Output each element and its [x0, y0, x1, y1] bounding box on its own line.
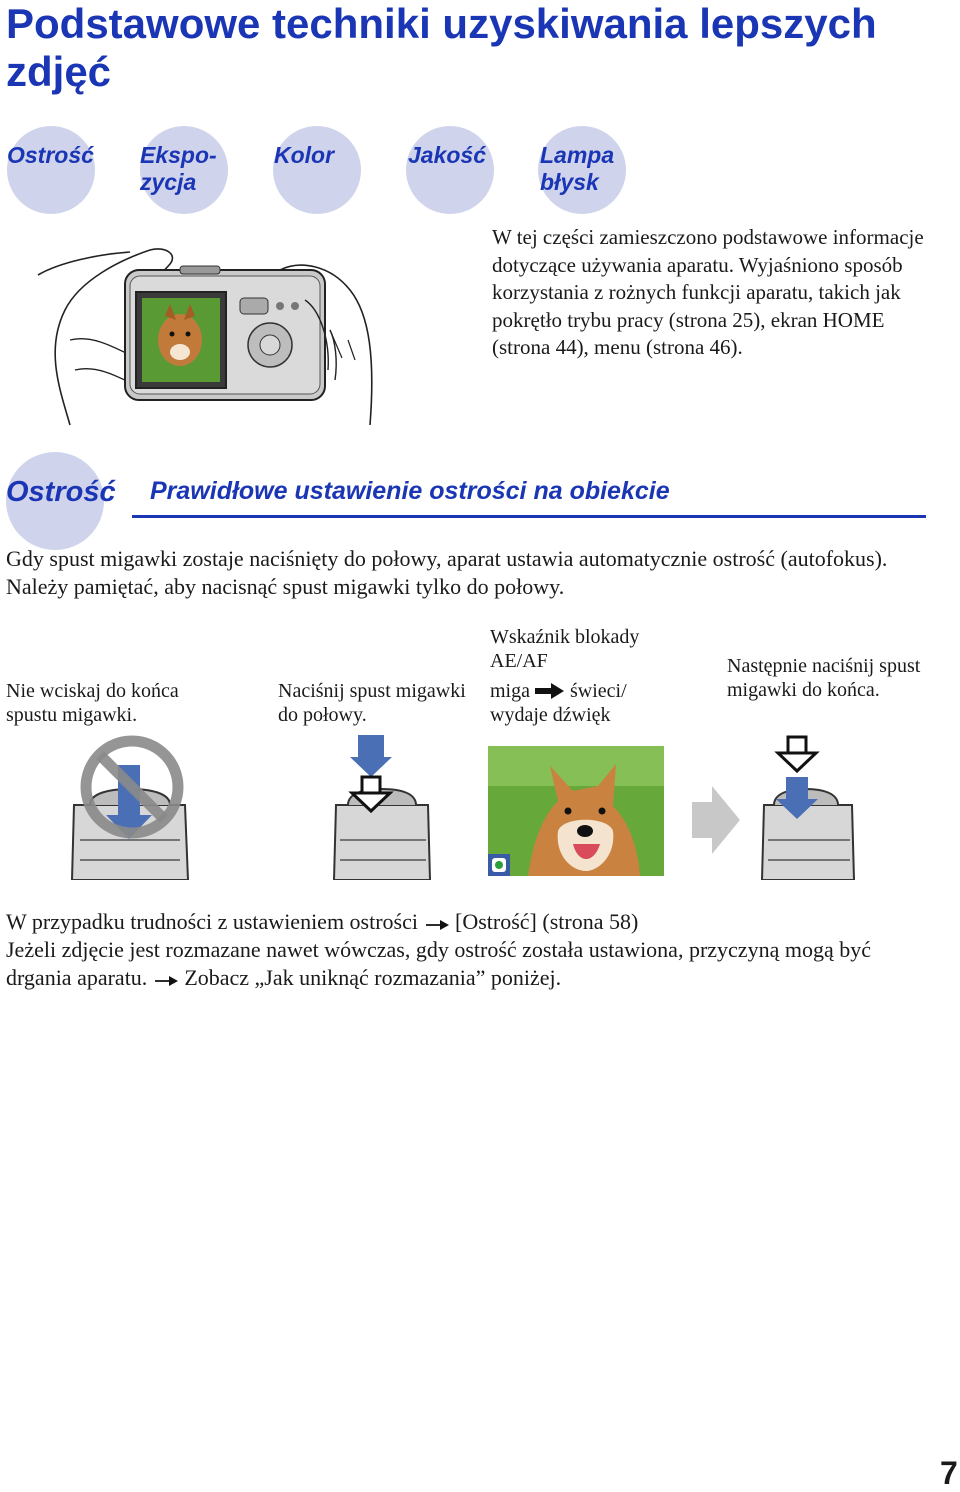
note-line1-text: W przypadku trudności z ustawieniem ostrości — [6, 909, 418, 934]
note-line2-link[interactable]: Zobacz „Jak uniknąć rozmazania” poniżej. — [184, 964, 562, 990]
arrow-right-icon — [153, 974, 179, 988]
next-step-arrow-icon — [692, 786, 740, 854]
section-rule — [132, 515, 926, 518]
tab-quality[interactable]: Jakość — [408, 142, 487, 168]
no-full-press-illustration — [70, 735, 195, 880]
step-indicator-sound: wydaje dźwięk — [490, 704, 611, 726]
tab-flash[interactable]: Lampa błysk — [540, 142, 615, 195]
indicator-from: miga — [490, 680, 530, 702]
note-focus-trouble — [6, 908, 936, 936]
step-indicator-line — [490, 679, 690, 703]
section-tag: Ostrość — [6, 476, 116, 508]
tab-exposure[interactable]: Ekspo- zycja — [140, 142, 217, 195]
intro-paragraph: W tej części zamieszczono podstawowe informacje dotyczące używania aparatu. Wyjaśniono sposób korzystania z rożnych funkcji aparatu, takich jak pokrętło trybu pracy (strona 25), ekran HOME (strona 44), menu (strona 46). — [492, 225, 924, 359]
camera-hands-illustration — [30, 240, 390, 430]
full-press-illustration — [758, 735, 858, 880]
arrow-right-icon — [424, 918, 450, 932]
half-press-illustration — [330, 735, 435, 880]
tab-quality-circle — [406, 126, 494, 214]
section-heading: Prawidłowe ustawienie ostrości na obiekcie — [150, 477, 670, 505]
step-indicator-title: Wskaźnik blokady AE/AF — [490, 626, 640, 672]
page-number: 7 — [940, 1455, 958, 1491]
tab-focus[interactable]: Ostrość — [7, 142, 94, 168]
note-blur — [6, 936, 936, 991]
indicator-to: świeci/ — [570, 680, 627, 702]
dog-photo — [488, 746, 664, 876]
step-half-press: Naciśnij spust migawki do połowy. — [278, 680, 466, 726]
note-line1-link[interactable]: [Ostrość] (strona 58) — [455, 909, 639, 934]
arrow-right-icon — [535, 682, 565, 700]
step-full-press: Następnie naciśnij spust migawki do końca. — [727, 655, 921, 701]
section-body: Gdy spust migawki zostaje naciśnięty do połowy, aparat ustawia automatycznie ostrość (autofokus). Należy pamiętać, aby nacisnąć spust migawki tylko do połowy. — [6, 546, 888, 599]
note-line2-text: Jeżeli zdjęcie jest rozmazane nawet wówczas, gdy ostrość została ustawiona, przyczyną mogą być drgania aparatu. — [6, 937, 871, 990]
tab-color-circle — [273, 126, 361, 214]
ae-af-lock-indicator — [495, 861, 503, 869]
tab-color[interactable]: Kolor — [274, 142, 335, 168]
step-no-full-press: Nie wciskaj do końca spustu migawki. — [6, 680, 179, 726]
page-title: Podstawowe techniki uzyskiwania lepszych zdjęć — [6, 0, 877, 95]
tab-focus-circle — [7, 126, 95, 214]
